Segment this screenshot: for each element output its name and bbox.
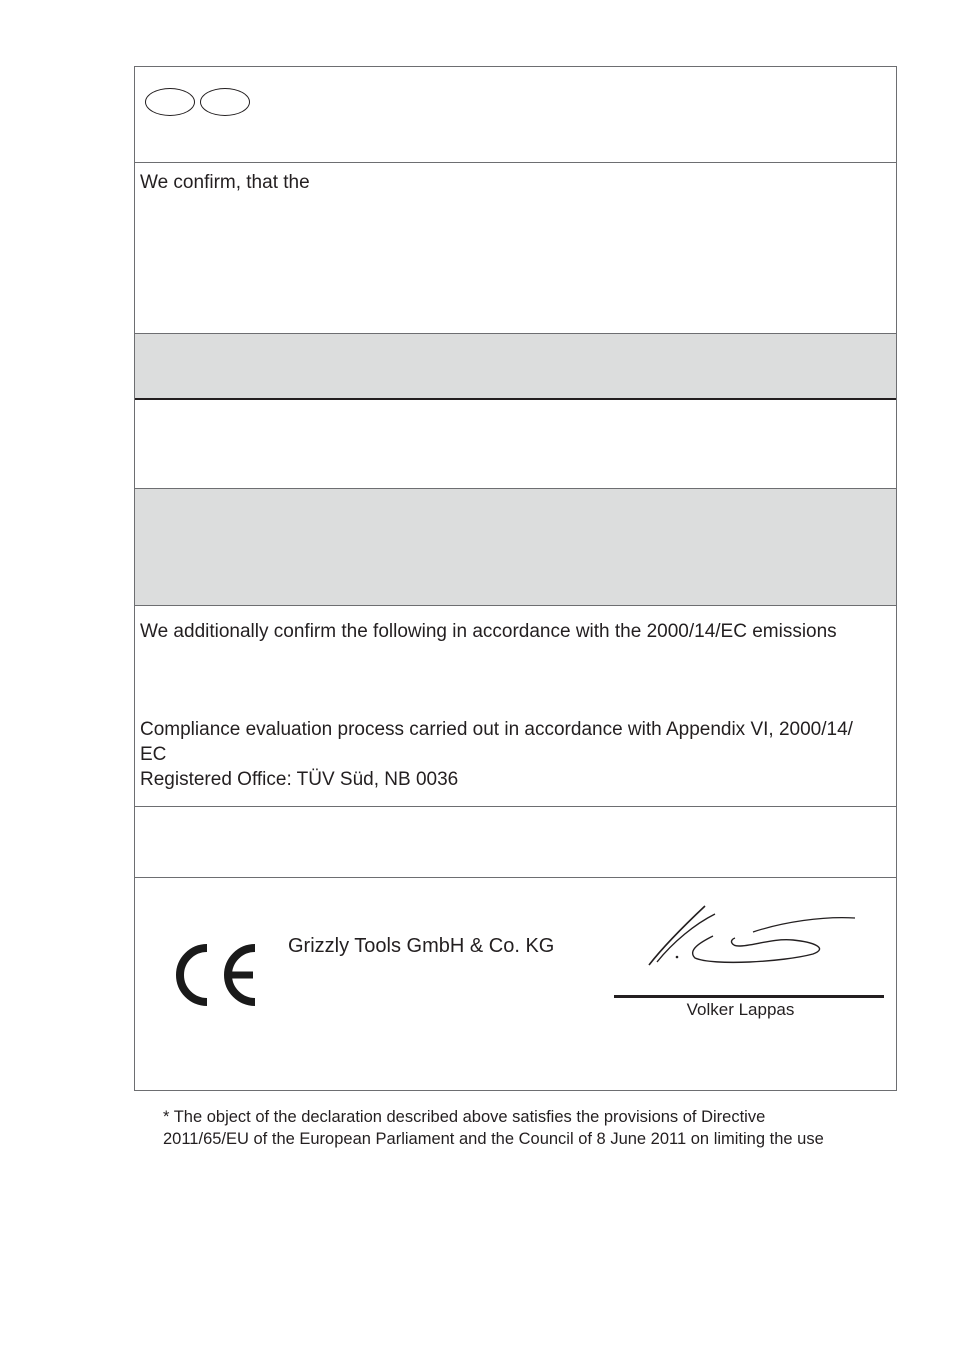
declaration-table	[134, 66, 897, 1091]
compliance-text-line2: EC	[140, 744, 167, 765]
ce-mark-icon	[169, 940, 261, 1010]
signature-line	[614, 995, 884, 998]
header-row	[135, 67, 896, 163]
language-oval-1	[145, 88, 195, 116]
confirm-text: We confirm, that the	[140, 172, 310, 193]
language-oval-2	[200, 88, 250, 116]
signature-row	[135, 878, 896, 1090]
shaded-row-2	[135, 489, 896, 606]
compliance-text-line1: Compliance evaluation process carried out in accordance with Appendix VI, 2000/14/	[140, 719, 853, 740]
footnote-line-1: * The object of the declaration described above satisfies the provisions of Directive	[163, 1108, 766, 1126]
emissions-row	[135, 606, 896, 807]
company-name: Grizzly Tools GmbH & Co. KG	[288, 935, 555, 957]
blank-row-2	[135, 807, 896, 878]
signature-image	[643, 902, 858, 972]
product-row	[135, 163, 896, 334]
language-ovals	[145, 88, 255, 116]
blank-row-1	[135, 400, 896, 489]
additional-confirm-text: We additionally confirm the following in accordance with the 2000/14/EC emissions	[140, 621, 837, 642]
footnote-line-2: 2011/65/EU of the European Parliament and the Council of 8 June 2011 on limiting the use	[163, 1130, 824, 1148]
registered-office-text: Registered Office: TÜV Süd, NB 0036	[140, 769, 459, 790]
signer-name: Volker Lappas	[686, 1000, 795, 1019]
footnote	[163, 1106, 903, 1150]
shaded-row-1	[135, 334, 896, 400]
